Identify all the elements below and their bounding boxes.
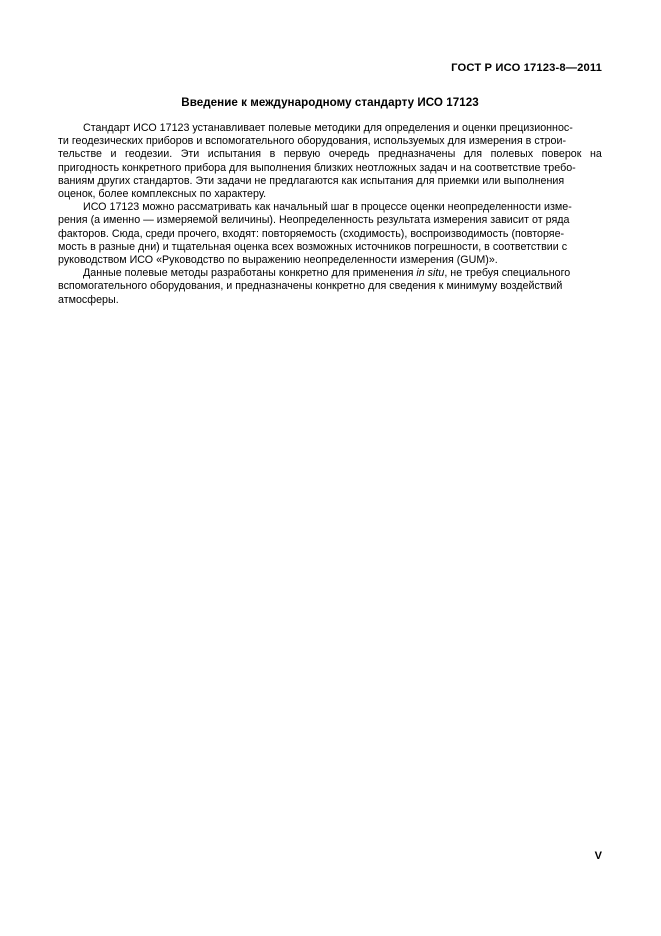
word: предназначены	[378, 148, 456, 161]
text-line: оценок, более комплексных по характеру.	[58, 188, 267, 201]
running-head: ГОСТ Р ИСО 17123-8—2011	[451, 62, 602, 74]
text-line-justified	[58, 148, 602, 161]
text-line	[58, 201, 602, 214]
text-line: руководством ИСО «Руководство по выражению неопределенности измерения (GUM)».	[58, 254, 498, 267]
line-text: , не требуя специального	[444, 267, 571, 280]
word: полевых	[490, 148, 534, 161]
text-line	[58, 122, 602, 135]
text-line: мость в разные дни) и тщательная оценка всех возможных источников погрешности, в соответствии с	[58, 240, 568, 253]
word: геодезии.	[125, 148, 173, 161]
latin-phrase-italic: in situ	[416, 267, 445, 280]
word: поверок	[541, 148, 582, 161]
paragraph-1	[58, 122, 602, 201]
body-text-block	[58, 122, 602, 307]
line-text: Данные полевые методы разработаны конкретно для применения	[83, 267, 417, 280]
page-title: Введение к международному стандарту ИСО 17123	[181, 96, 479, 109]
word: тельстве	[58, 148, 102, 161]
word: и	[110, 148, 117, 161]
text-line: атмосферы.	[58, 293, 119, 306]
text-line: пригодность конкретного прибора для выполнения близких неотложных задач и на соответствие требо-	[58, 161, 576, 174]
line-text: ИСО 17123 можно рассматривать как начальный шаг в процессе оценки неопределенности изме-	[83, 201, 572, 214]
word: в	[269, 148, 276, 161]
word: на	[589, 148, 602, 161]
text-line: ти геодезических приборов и вспомогательного оборудования, используемых для измерения в строи-	[58, 135, 567, 148]
line-text: Стандарт ИСО 17123 устанавливает полевые методики для определения и оценки прецизионнос-	[83, 122, 573, 134]
text-line: факторов. Сюда, среди прочего, входят: повторяемость (сходимость), воспроизводимость (повторяе-	[58, 227, 565, 240]
text-line: рения (а именно — измеряемой величины). Неопределенность результата измерения зависит от ряда	[58, 214, 570, 227]
word: для	[463, 148, 483, 161]
word: Эти	[180, 148, 200, 161]
text-line: вспомогательного оборудования, и предназначены конкретно для сведения к минимуму воздействий	[58, 280, 563, 293]
page-number: V	[594, 850, 602, 862]
word: первую	[283, 148, 321, 161]
paragraph-3	[58, 267, 602, 307]
text-line: ваниям других стандартов. Эти задачи не предлагаются как испытания для приемки или выполнения	[58, 174, 565, 187]
paragraph-2	[58, 201, 602, 267]
word: испытания	[207, 148, 262, 161]
text-line	[58, 267, 602, 280]
word: очередь	[328, 148, 370, 161]
